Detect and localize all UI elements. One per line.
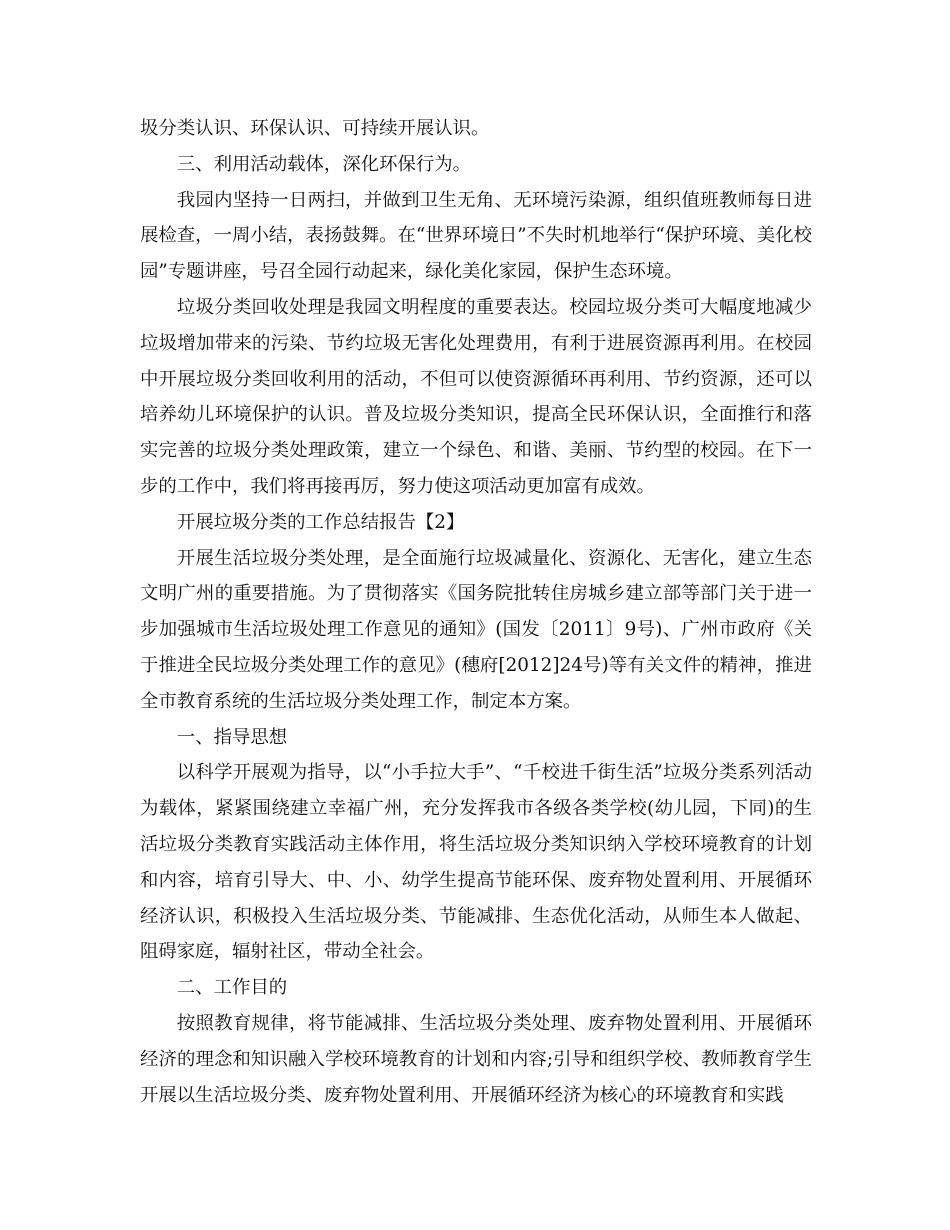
paragraph-guiding-ideology: 以科学开展观为指导，以“小手拉大手”、“千校进千街生活”垃圾分类系列活动为载体，紧紧围绕建立幸福广州，充分发挥我市各级各类学校(幼儿园，下同)的生活垃圾分类教育实践活动主体作用，将生活垃圾分类知识纳入学校环境教育的计划和内容，培育引导大、中、小、幼学生提高节能环保、废弃物处置利用、开展循环经济认识，积极投入生活垃圾分类、节能减排、生态优化活动，从师生本人做起、阻碍家庭，辐射社区，带动全社会。 — [140, 762, 812, 963]
paragraph-continuation: 圾分类认识、环保认识、可持续开展认识。 — [140, 118, 490, 139]
paragraph-recycling: 垃圾分类回收处理是我园文明程度的重要表达。校园垃圾分类可大幅度地减少垃圾增加带来的污染、节约垃圾无害化处理费用，有利于进展资源再利用。在校园中开展垃圾分类回收利用的活动，不但可以使资源循环再利用、节约资源，还可以培养幼儿环境保护的认识。普及垃圾分类知识，提高全民环保认识，全面推行和落实完善的垃圾分类处理政策，建立一个绿色、和谐、美丽、节约型的校园。在下一步的工作中，我们将再接再厉，努力使这项活动更加富有成效。 — [140, 296, 812, 497]
paragraph-work-goals: 按照教育规律，将节能减排、生活垃圾分类处理、废弃物处置利用、开展循环经济的理念和知识融入学校环境教育的计划和内容;引导和组织学校、教师教育学生开展以生活垃圾分类、废弃物处置利用、开展循环经济为核心的环境教育和实践 — [140, 1012, 812, 1106]
paragraph-introduction: 开展生活垃圾分类处理，是全面施行垃圾减量化、资源化、无害化，建立生态文明广州的重要措施。为了贯彻落实《国务院批转住房城乡建立部等部门关于进一步加强城市生活垃圾处理工作意见的通知》(国发〔2011〕9号)、广州市政府《关于推进全民垃圾分类处理工作的意见》(穗府[2012]24号)等有关文件的精神，推进全市教育系统的生活垃圾分类处理工作，制定本方案。 — [140, 547, 812, 712]
document-page — [140, 111, 812, 1113]
section-heading-work-goals: 二、工作目的 — [176, 977, 288, 999]
paragraph-daily-cleaning: 我园内坚持一日两扫，并做到卫生无角、无环境污染源，组织值班教师每日进展检查，一周小结，表扬鼓舞。在“世界环境日”不失时机地举行“保护环境、美化校园”专题讲座，号召全园行动起来，绿化美化家园，保护生态环境。 — [140, 189, 812, 283]
section-heading-guiding-ideology: 一、指导思想 — [176, 726, 288, 748]
section-heading-3: 三、利用活动载体，深化环保行为。 — [176, 153, 472, 175]
report-title-2: 开展垃圾分类的工作总结报告【2】 — [176, 511, 465, 533]
